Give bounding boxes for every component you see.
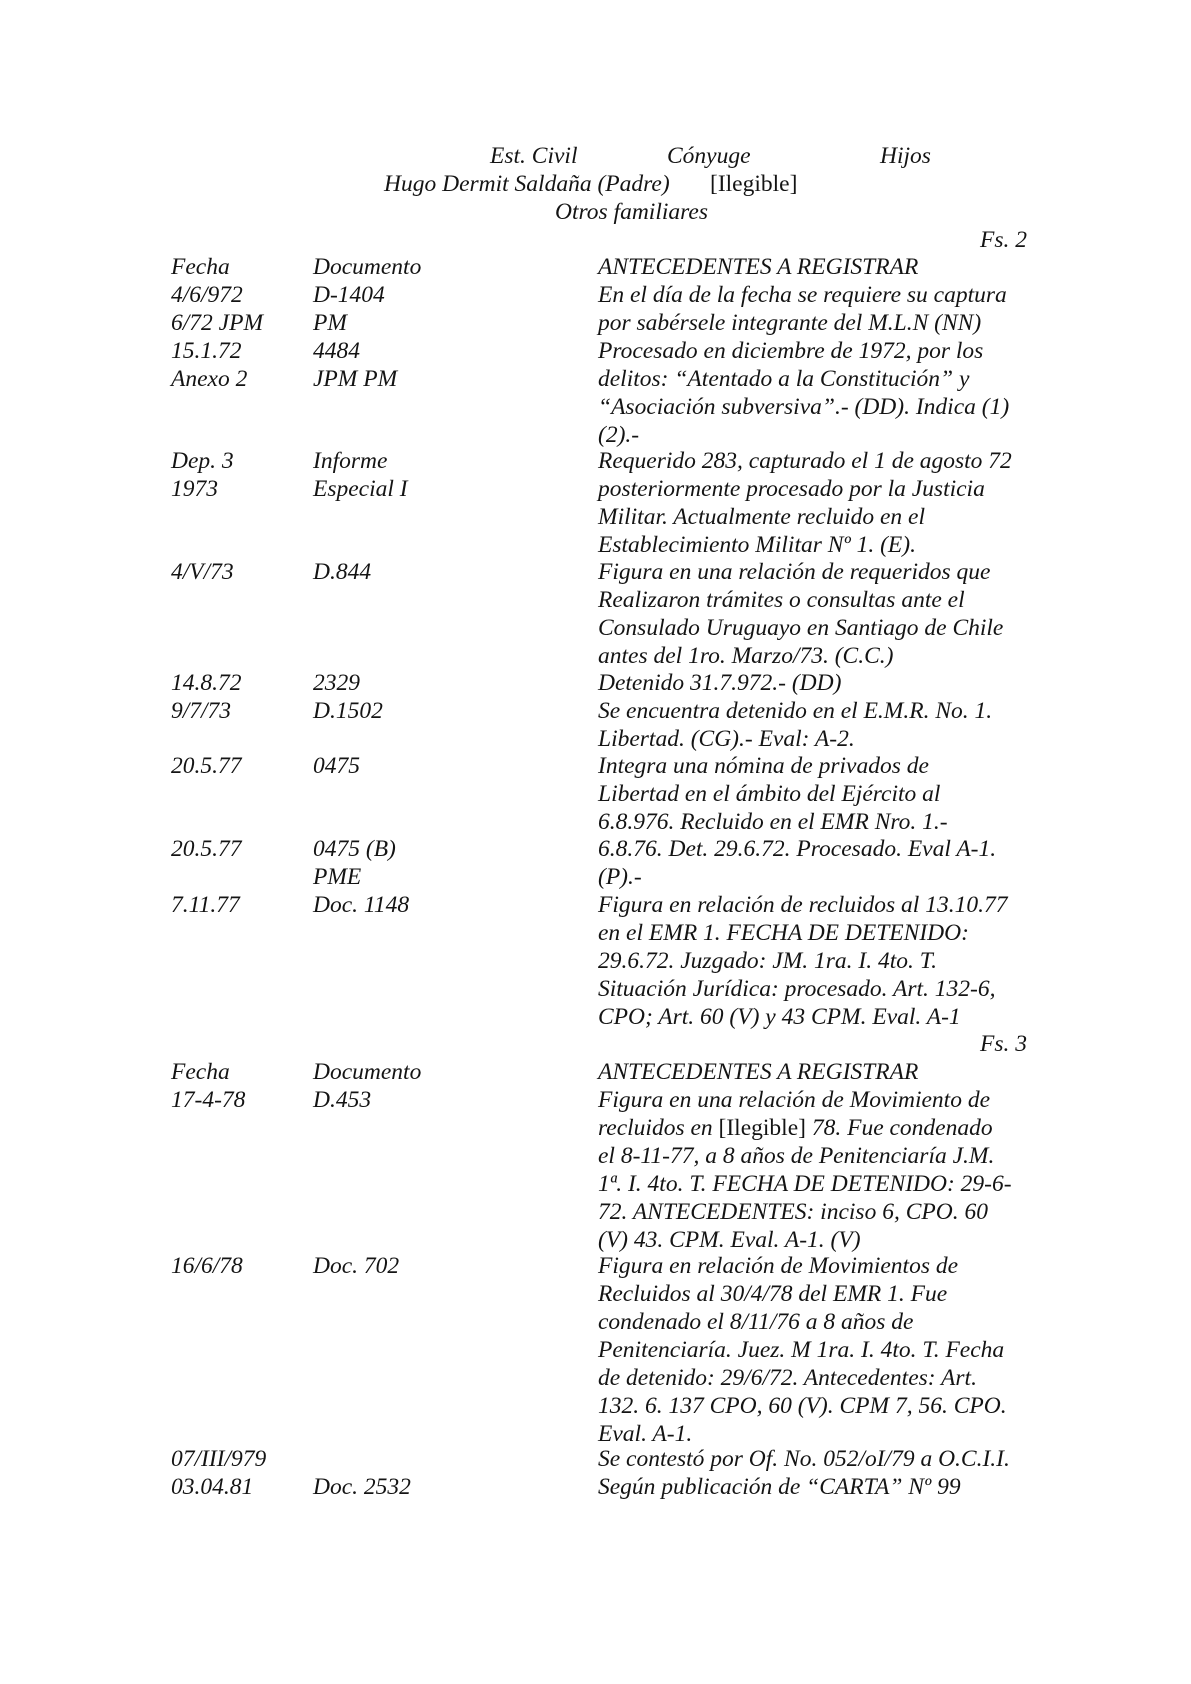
- fecha-line: 20.5.77: [171, 836, 242, 862]
- documento-line: JPM PM: [313, 366, 398, 392]
- documento-line: Doc. 2532: [313, 1474, 411, 1500]
- documento-line: 0475: [313, 753, 360, 779]
- antecedentes-cell: [598, 669, 1027, 697]
- antecedentes-line: Figura en relación de recluidos al 13.10.77: [598, 892, 1008, 918]
- documento-cell: [313, 697, 593, 725]
- antecedentes-line: Establecimiento Militar Nº 1. (E).: [598, 532, 916, 558]
- fecha-cell: [171, 447, 311, 503]
- antecedentes-line: de detenido: 29/6/72. Antecedentes: Art.: [598, 1365, 977, 1391]
- documento-cell: [313, 281, 593, 393]
- fecha-cell: [171, 835, 311, 863]
- antecedentes-line: Libertad en el ámbito del Ejército al: [598, 781, 941, 807]
- documento-line: Especial I: [313, 476, 408, 502]
- antecedentes-cell: [598, 558, 1027, 670]
- padre-name: Hugo Dermit Saldaña (Padre): [384, 171, 670, 197]
- antecedentes-cell: [598, 752, 1027, 836]
- antecedentes-fragment: recluidos en: [598, 1115, 719, 1141]
- antecedentes-line: 6.8.976. Recluido en el EMR Nro. 1.-: [598, 809, 948, 835]
- antecedentes-line: delitos: “Atentado a la Constitución” y: [598, 366, 970, 392]
- antecedentes-line: CPO; Art. 60 (V) y 43 CPM. Eval. A-1: [598, 1004, 961, 1030]
- fecha-cell: [171, 281, 311, 393]
- antecedentes-line: 29.6.72. Juzgado: JM. 1ra. I. 4to. T.: [598, 948, 937, 974]
- est-civil-label: Est. Civil: [490, 143, 578, 169]
- antecedentes-line: condenado el 8/11/76 a 8 años de: [598, 1309, 914, 1335]
- antecedentes-header: ANTECEDENTES A REGISTRAR: [598, 1059, 919, 1085]
- antecedentes-line: “Asociación subversiva”.- (DD). Indica (1): [598, 394, 1010, 420]
- fecha-line: 03.04.81: [171, 1474, 254, 1500]
- antecedentes-line: por sabérsele integrante del M.L.N (NN): [598, 310, 982, 336]
- fecha-cell: [171, 1252, 311, 1280]
- antecedentes-line: Figura en una relación de requeridos que: [598, 559, 991, 585]
- antecedentes-line: Consulado Uruguayo en Santiago de Chile: [598, 615, 1004, 641]
- documento-line: 4484: [313, 338, 360, 364]
- antecedentes-cell: [598, 1086, 1027, 1254]
- fecha-line: 07/III/979: [171, 1446, 267, 1472]
- documento-header: Documento: [313, 254, 422, 280]
- documento-line: 0475 (B): [313, 836, 396, 862]
- documento-cell: [313, 447, 593, 503]
- fecha-cell: [171, 697, 311, 725]
- hijos-label: Hijos: [880, 143, 931, 169]
- antecedentes-line: el 8-11-77, a 8 años de Penitenciaría J.M.: [598, 1143, 995, 1169]
- antecedentes-line: Eval. A-1.: [598, 1421, 693, 1447]
- fecha-line: 14.8.72: [171, 670, 242, 696]
- documento-cell: [313, 891, 593, 919]
- fecha-line: 4/6/972: [171, 282, 243, 308]
- fecha-line: 4/V/73: [171, 559, 234, 585]
- fecha-line: 1973: [171, 476, 218, 502]
- documento-line: D.1502: [313, 698, 383, 724]
- antecedentes-line: 1ª. I. 4to. T. FECHA DE DETENIDO: 29-6-: [598, 1171, 1012, 1197]
- antecedentes-line: posteriormente procesado por la Justicia: [598, 476, 985, 502]
- fecha-line: 16/6/78: [171, 1253, 243, 1279]
- padre-illegible: [Ilegible]: [710, 171, 798, 197]
- antecedentes-cell: [598, 1252, 1027, 1448]
- antecedentes-line: Figura en una relación de Movimiento de: [598, 1087, 991, 1113]
- antecedentes-line: Integra una nómina de privados de: [598, 753, 929, 779]
- documento-cell: [313, 1086, 593, 1114]
- antecedentes-line: 132. 6. 137 CPO, 60 (V). CPM 7, 56. CPO.: [598, 1393, 1007, 1419]
- fecha-cell: [171, 1473, 311, 1501]
- fecha-header: Fecha: [171, 1059, 230, 1085]
- antecedentes-line: 72. ANTECEDENTES: inciso 6, CPO. 60: [598, 1199, 988, 1225]
- documento-line: Doc. 1148: [313, 892, 410, 918]
- documento-line: 2329: [313, 670, 360, 696]
- antecedentes-line: en el EMR 1. FECHA DE DETENIDO:: [598, 920, 969, 946]
- antecedentes-line: 6.8.76. Det. 29.6.72. Procesado. Eval A-1.: [598, 836, 997, 862]
- antecedentes-line: Se encuentra detenido en el E.M.R. No. 1.: [598, 698, 993, 724]
- fecha-line: 15.1.72: [171, 338, 242, 364]
- antecedentes-cell: [598, 1445, 1027, 1473]
- antecedentes-line: Situación Jurídica: procesado. Art. 132-6,: [598, 976, 996, 1002]
- otros-familiares-label: Otros familiares: [555, 199, 708, 225]
- antecedentes-line: [598, 1114, 1027, 1142]
- documento-cell: [313, 1473, 593, 1501]
- documento-cell: [313, 558, 593, 586]
- antecedentes-line: (2).-: [598, 422, 640, 448]
- documento-cell: [313, 669, 593, 697]
- fecha-cell: [171, 669, 311, 697]
- antecedentes-line: En el día de la fecha se requiere su captura: [598, 282, 1007, 308]
- fecha-line: Anexo 2: [171, 366, 248, 392]
- folio-fs3: Fs. 3: [980, 1031, 1027, 1057]
- antecedentes-cell: [598, 281, 1027, 449]
- antecedentes-line: Penitenciaría. Juez. M 1ra. I. 4to. T. Fecha: [598, 1337, 1005, 1363]
- documento-line: Informe: [313, 448, 388, 474]
- antecedentes-cell: [598, 697, 1027, 753]
- antecedentes-line: (V) 43. CPM. Eval. A-1. (V): [598, 1227, 861, 1253]
- antecedentes-line: Según publicación de “CARTA” Nº 99: [598, 1474, 961, 1500]
- antecedentes-line: Libertad. (CG).- Eval: A-2.: [598, 726, 855, 752]
- antecedentes-line: (P).-: [598, 864, 642, 890]
- fecha-line: 17-4-78: [171, 1087, 246, 1113]
- antecedentes-cell: [598, 835, 1027, 891]
- antecedentes-line: Requerido 283, capturado el 1 de agosto 72: [598, 448, 1012, 474]
- fecha-line: 6/72 JPM: [171, 310, 264, 336]
- antecedentes-line: Se contestó por Of. No. 052/oI/79 a O.C.I.I.: [598, 1446, 1010, 1472]
- fecha-cell: [171, 1445, 311, 1473]
- fecha-header: Fecha: [171, 254, 230, 280]
- conyuge-label: Cónyuge: [667, 143, 751, 169]
- fecha-cell: [171, 891, 311, 919]
- folio-fs2: Fs. 2: [980, 227, 1027, 253]
- antecedentes-cell: [598, 891, 1027, 1031]
- fecha-cell: [171, 752, 311, 780]
- fecha-line: 7.11.77: [171, 892, 240, 918]
- antecedentes-line: Figura en relación de Movimientos de: [598, 1253, 959, 1279]
- documento-cell: [313, 835, 593, 891]
- fecha-cell: [171, 1086, 311, 1114]
- fecha-line: 9/7/73: [171, 698, 232, 724]
- documento-line: Doc. 702: [313, 1253, 400, 1279]
- documento-cell: [313, 1252, 593, 1280]
- antecedentes-line: Militar. Actualmente recluido en el: [598, 504, 925, 530]
- fecha-line: 20.5.77: [171, 753, 242, 779]
- antecedentes-cell: [598, 447, 1027, 559]
- antecedentes-fragment: 78. Fue condenado: [805, 1115, 993, 1141]
- fecha-cell: [171, 558, 311, 586]
- antecedentes-line: Realizaron trámites o consultas ante el: [598, 587, 965, 613]
- antecedentes-header: ANTECEDENTES A REGISTRAR: [598, 254, 919, 280]
- documento-cell: [313, 752, 593, 780]
- documento-line: PM: [313, 310, 347, 336]
- antecedentes-line: antes del 1ro. Marzo/73. (C.C.): [598, 643, 894, 669]
- documento-header: Documento: [313, 1059, 422, 1085]
- antecedentes-line: Detenido 31.7.972.- (DD): [598, 670, 842, 696]
- documento-line: D.844: [313, 559, 372, 585]
- documento-line: D.453: [313, 1087, 372, 1113]
- illegible-mark: [Ilegible]: [718, 1115, 806, 1141]
- documento-line: D-1404: [313, 282, 385, 308]
- antecedentes-line: Recluidos al 30/4/78 del EMR 1. Fue: [598, 1281, 948, 1307]
- documento-line: PME: [313, 864, 362, 890]
- antecedentes-cell: [598, 1473, 1027, 1501]
- antecedentes-line: Procesado en diciembre de 1972, por los: [598, 338, 984, 364]
- fecha-line: Dep. 3: [171, 448, 234, 474]
